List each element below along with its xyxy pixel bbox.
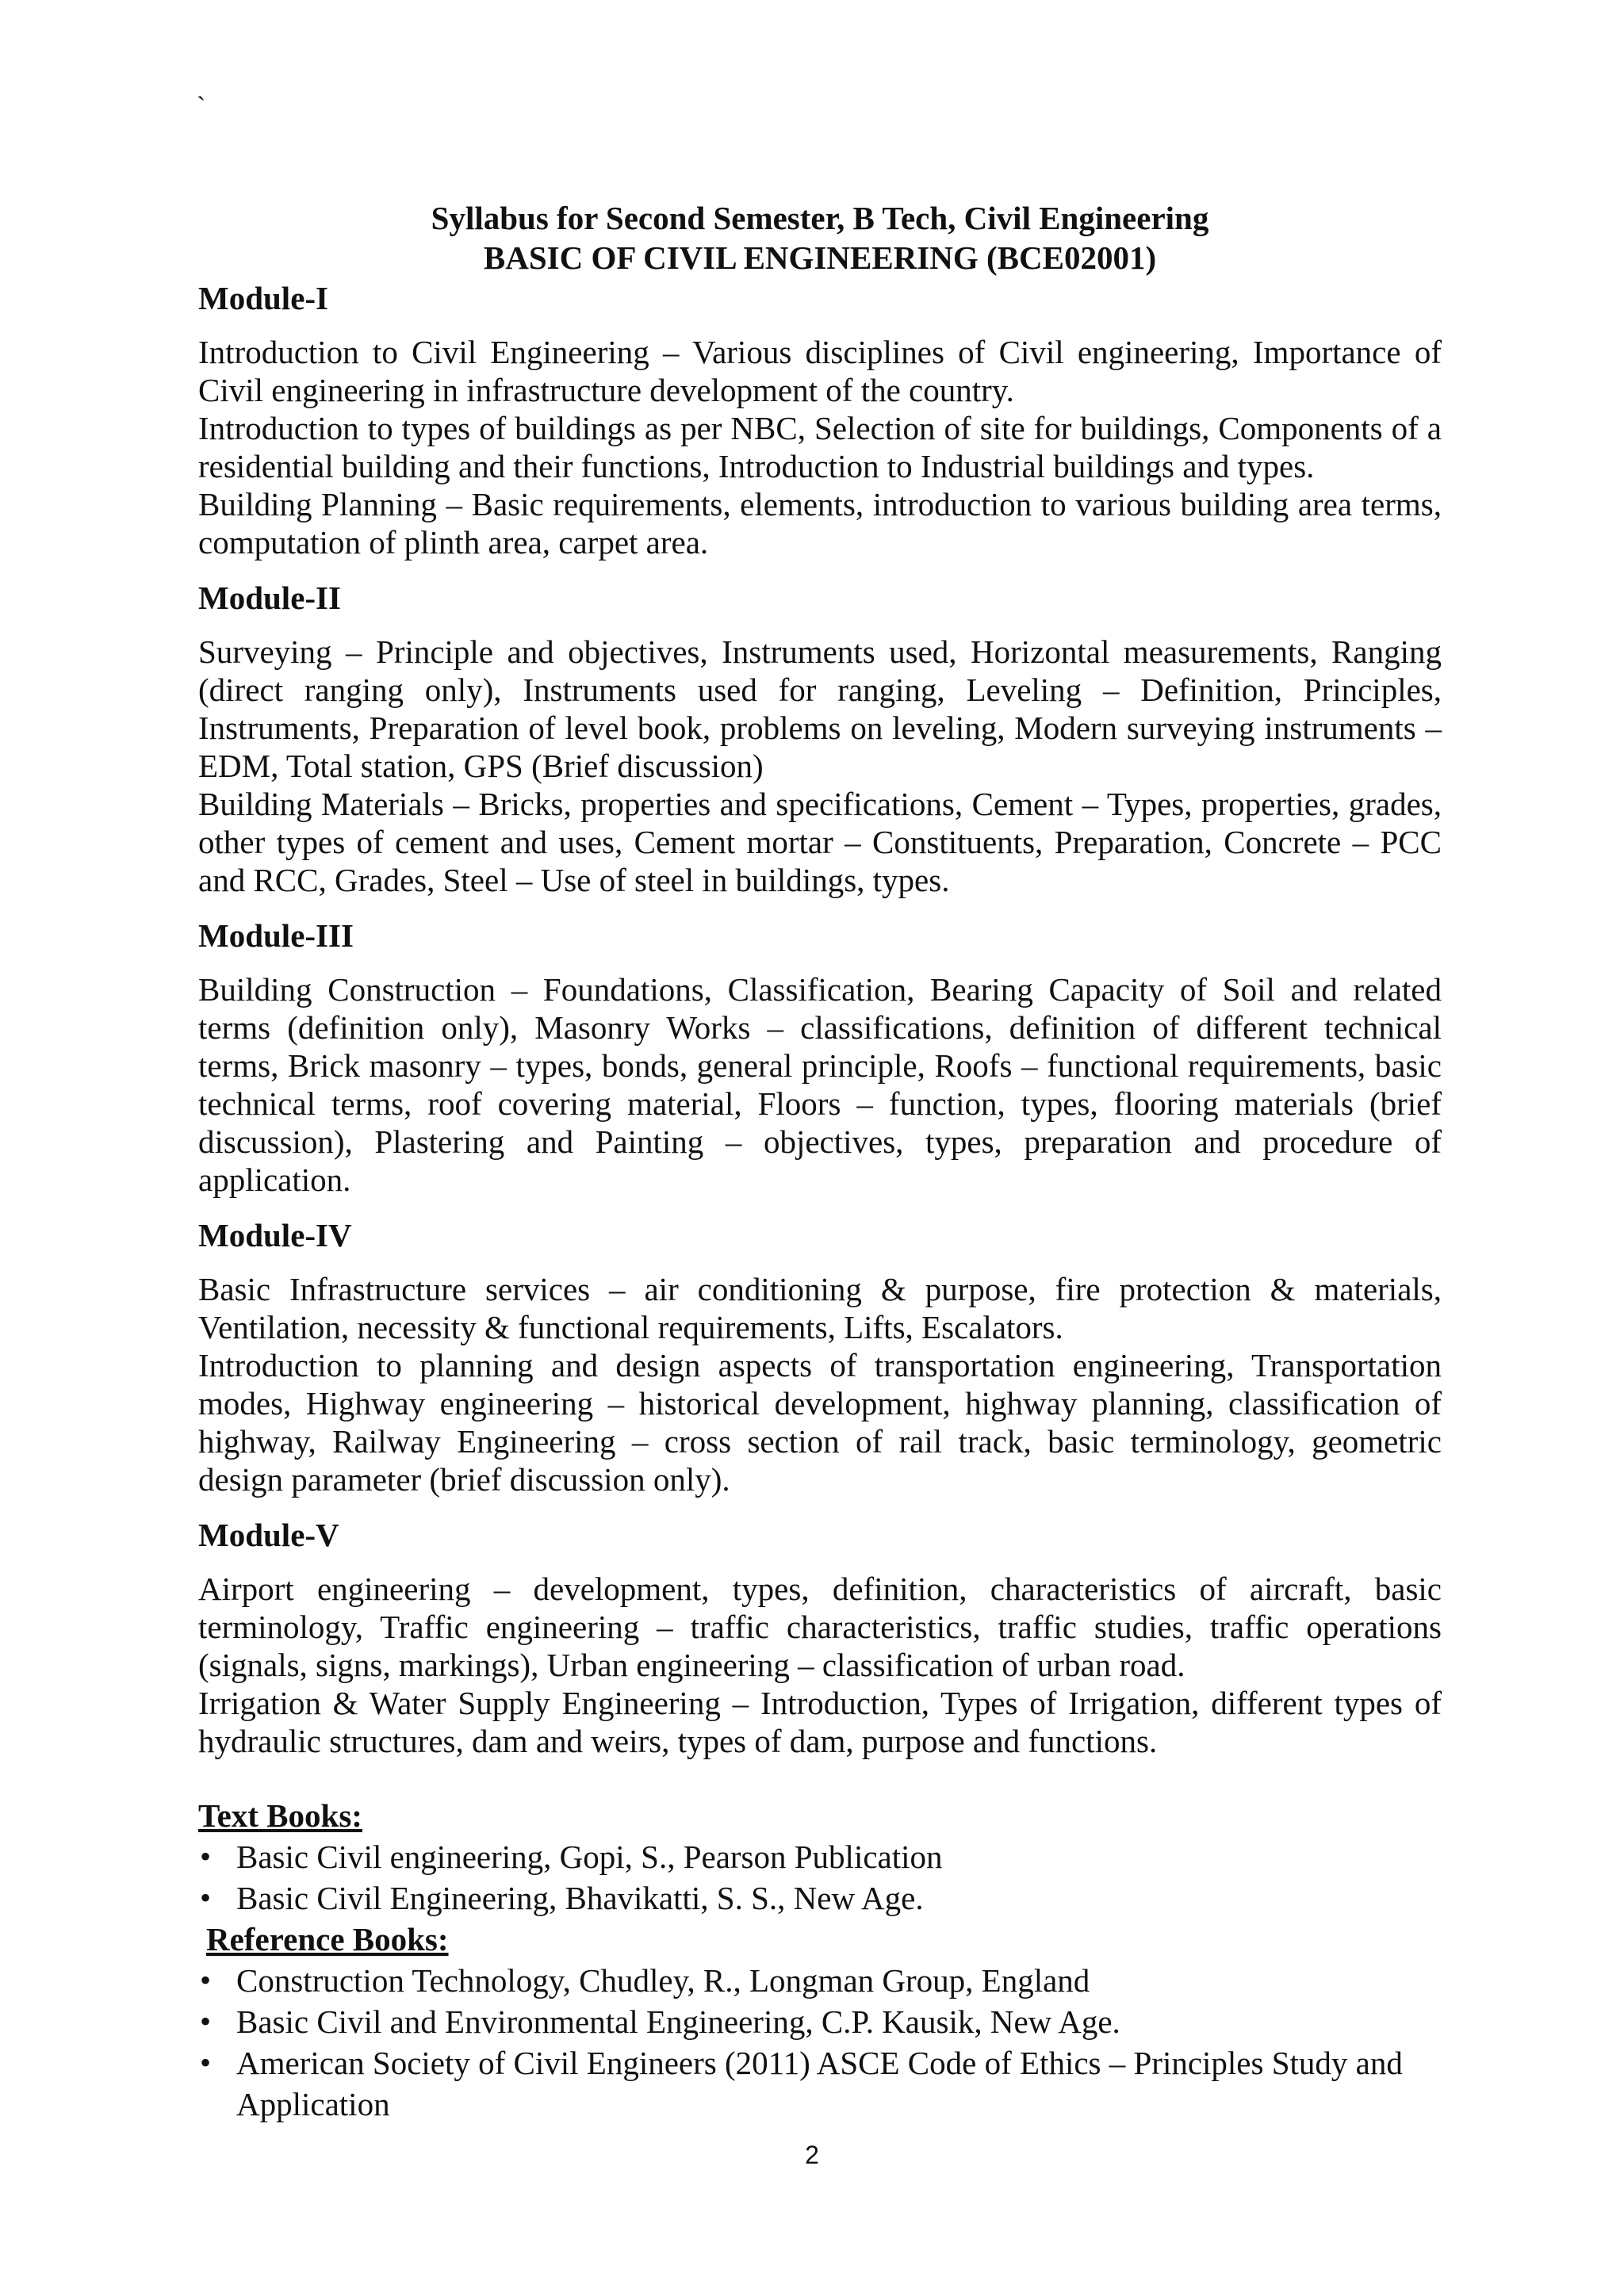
module-heading: Module-III: [198, 917, 354, 954]
text-books-list: [198, 1836, 1442, 1919]
module-5: [198, 1516, 1442, 1760]
list-item: • Basic Civil engineering, Gopi, S., Pearson Publication: [198, 1836, 1442, 1877]
list-item: • Basic Civil and Environmental Engineering, C.P. Kausik, New Age.: [198, 2001, 1442, 2042]
module-paragraph: Building Construction – Foundations, Classification, Bearing Capacity of Soil and related terms (definition only), Masonry Works – classifications, definition of different technical terms, Brick masonry – types, bonds, general principle, Roofs – functional requirements, basic technical terms, roof covering material, Floors – function, types, flooring materials (brief discussion), Plastering and Painting – objectives, types, preparation and procedure of application.: [198, 971, 1442, 1198]
list-item: • American Society of Civil Engineers (2011) ASCE Code of Ethics – Principles Study and Application: [198, 2042, 1442, 2125]
list-item: • Construction Technology, Chudley, R., Longman Group, England: [198, 1960, 1442, 2001]
document-header: [0, 198, 1624, 277]
module-paragraph: Airport engineering – development, types, definition, characteristics of aircraft, basic terminology, Traffic engineering – traffic characteristics, traffic studies, traffic operations (signals, signs, markings), Urban engineering – classification of urban road.: [198, 1571, 1442, 1683]
module-heading: Module-V: [198, 1517, 339, 1553]
module-heading: Module-IV: [198, 1217, 352, 1253]
reference-books-list: [198, 1960, 1442, 2125]
module-paragraph: Basic Infrastructure services – air conditioning & purpose, fire protection & materials, Ventilation, necessity & functional requirements, Lifts, Escalators.: [198, 1271, 1442, 1345]
module-4: [198, 1216, 1442, 1498]
module-heading: Module-I: [198, 280, 328, 316]
module-paragraph: Introduction to types of buildings as per NBC, Selection of site for buildings, Components of a residential building and their functions, Introduction to Industrial buildings and types.: [198, 410, 1442, 484]
course-title: BASIC OF CIVIL ENGINEERING (BCE02001): [483, 239, 1157, 276]
module-paragraph: Surveying – Principle and objectives, Instruments used, Horizontal measurements, Ranging (direct ranging only), Instruments used for ranging, Leveling – Definition, Principles, Instruments, Preparation of level book, problems on leveling, Modern surveying instruments – EDM, Total station, GPS (Brief discussion): [198, 633, 1442, 784]
module-paragraph: Building Materials – Bricks, properties and specifications, Cement – Types, properties, grades, other types of cement and uses, Cement mortar – Constituents, Preparation, Concrete – PCC and RCC, Grades, Steel – Use of steel in buildings, types.: [198, 786, 1442, 898]
module-paragraph: Irrigation & Water Supply Engineering – Introduction, Types of Irrigation, different types of hydraulic structures, dam and weirs, types of dam, purpose and functions.: [198, 1685, 1442, 1759]
module-1: [198, 279, 1442, 561]
reference-books-heading: Reference Books:: [206, 1921, 449, 1957]
list-item: • Basic Civil Engineering, Bhavikatti, S. S., New Age.: [198, 1877, 1442, 1919]
module-paragraph: Building Planning – Basic requirements, elements, introduction to various building area terms, computation of plinth area, carpet area.: [198, 486, 1442, 561]
module-paragraph: Introduction to Civil Engineering – Various disciplines of Civil engineering, Importance of Civil engineering in infrastructure development of the country.: [198, 334, 1442, 408]
syllabus-title: Syllabus for Second Semester, B Tech, Civil Engineering: [431, 200, 1209, 236]
stray-mark: `: [197, 92, 206, 121]
page-number: 2: [805, 2141, 819, 2169]
text-books-heading: Text Books:: [198, 1797, 362, 1834]
module-3: [198, 916, 1442, 1199]
module-paragraph: Introduction to planning and design aspects of transportation engineering, Transportation modes, Highway engineering – historical development, highway planning, classification of highway, Railway Engineering – cross section of rail track, basic terminology, geometric design parameter (brief discussion only).: [198, 1347, 1442, 1498]
module-2: [198, 579, 1442, 899]
module-heading: Module-II: [198, 580, 341, 616]
syllabus-content: [198, 279, 1442, 2125]
